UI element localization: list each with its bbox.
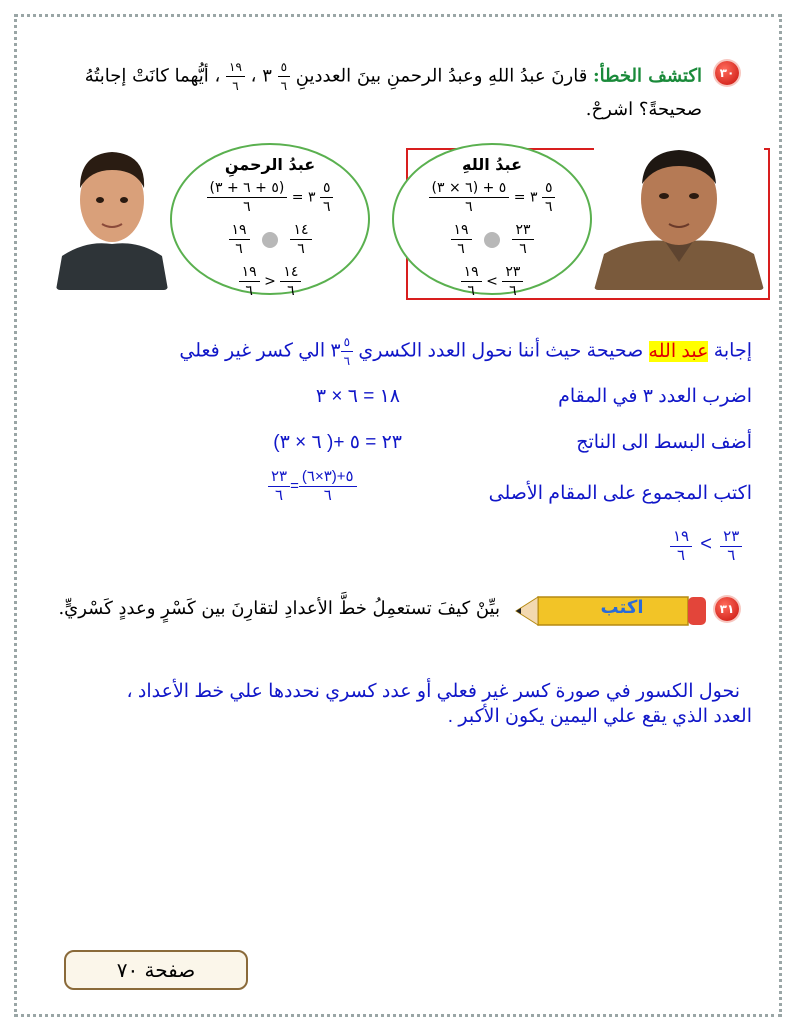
step3-expression: $\frac{٢٣}{٦}$ = $\frac{(٣\times ٦)+٥}{٦}$ [268,468,357,505]
bubble-result: $\frac{١٩}{٦}$ < $\frac{٢٣}{٦}$ [394,263,590,300]
step2-label: أضف البسط الى الناتج [576,432,752,453]
question-30-heading: اكتشف الخطأ: [593,65,702,87]
pencil-write-badge [512,593,708,633]
question-number-31: ٣١ [715,597,739,621]
improper-fraction: $\frac{١٩}{٦}$ [226,58,245,95]
bubble-comparison: $\frac{١٩}{٦}$ $\frac{١٤}{٦}$ [172,221,368,258]
bubble-comparison: $\frac{١٩}{٦}$ $\frac{٢٣}{٦}$ [394,221,590,258]
speech-bubble-abdullah [392,143,592,299]
page-number-box [64,950,248,990]
step3-label: اكتب المجموع على المقام الأصلى [488,483,752,504]
step1-expression: ١٨ = ٦ × ٣ [315,386,400,407]
answer-30-line1: إجابة عبد الله صحيحة حيث أننا نحول العدد الكسري $\frac{٥}{٦}$ ٣ الي كسر غير فعلي [179,335,752,368]
page-label: صفحة [144,958,196,982]
step2-expression: ٢٣ = ٥ +( ٦ × ٣) [273,432,402,453]
highlighted-name: عبد الله [648,340,709,362]
question-30-text: اكتشف الخطأ: قارنَ عبدُ اللهِ وعبدُ الرحمنِ بينَ العددينِ $\frac{٥}{٦}$ ٣ ، $\frac{١٩}{٦}$ ، أيُّهما كانَتْ إجابتُهُ صحيحةً؟ اشرحْ. [84,60,702,120]
student-photo-abdulrahman [56,144,168,290]
bubble-equation: $\frac{٥ + (٦ \times ٣)}{٦}$ = ٣ $\frac{٥}{٦}$ [394,179,590,216]
speech-bubble-abdulrahman [170,143,370,299]
question-number-30: ٣٠ [715,61,739,85]
bubble-result: $\frac{١٩}{٦}$ > $\frac{١٤}{٦}$ [172,263,368,300]
bubble-name-abdullah: عبدُ اللهِ [462,155,522,174]
comparison-circle-icon [262,232,278,248]
question-30-text1: قارنَ عبدُ اللهِ وعبدُ الرحمنِ بينَ العددينِ [295,65,588,87]
final-comparison: $\frac{١٩}{٦}$ < $\frac{٢٣}{٦}$ [670,528,742,565]
bubble-equation: $\frac{(٥ + ٦ + ٣)}{٦}$ = ٣ $\frac{٥}{٦}$ [172,179,368,216]
student-photo-abdullah [594,144,764,290]
page-number: ٧٠ [116,958,139,982]
question-31-text: بيِّنْ كيفَ تستعمِلُ خطَّ الأعدادِ لتقارِنَ بين كَسْرٍ وعددٍ كَسْريٍّ. [58,598,500,619]
mixed-number-fraction: $\frac{٥}{٦}$ [278,58,290,95]
mixed-number-whole: ٣ [262,65,272,87]
bubble-name-abdulrahman: عبدُ الرحمنِ [224,155,316,174]
question-30-line2: صحيحةً؟ اشرحْ. [585,99,702,120]
answer-31-line1: نحول الكسور في صورة كسر غير فعلي أو عدد كسري نحددها علي خط الأعداد ، [126,681,740,702]
comparison-circle-icon [484,232,500,248]
question-30-text2: ، أيُّهما كانَتْ إجابتُهُ [84,65,221,87]
answer-31-line2: العدد الذي يقع علي اليمين يكون الأكبر . [447,706,752,727]
step1-label: اضرب العدد ٣ في المقام [558,386,752,407]
write-badge-label: اكتب [600,597,644,618]
